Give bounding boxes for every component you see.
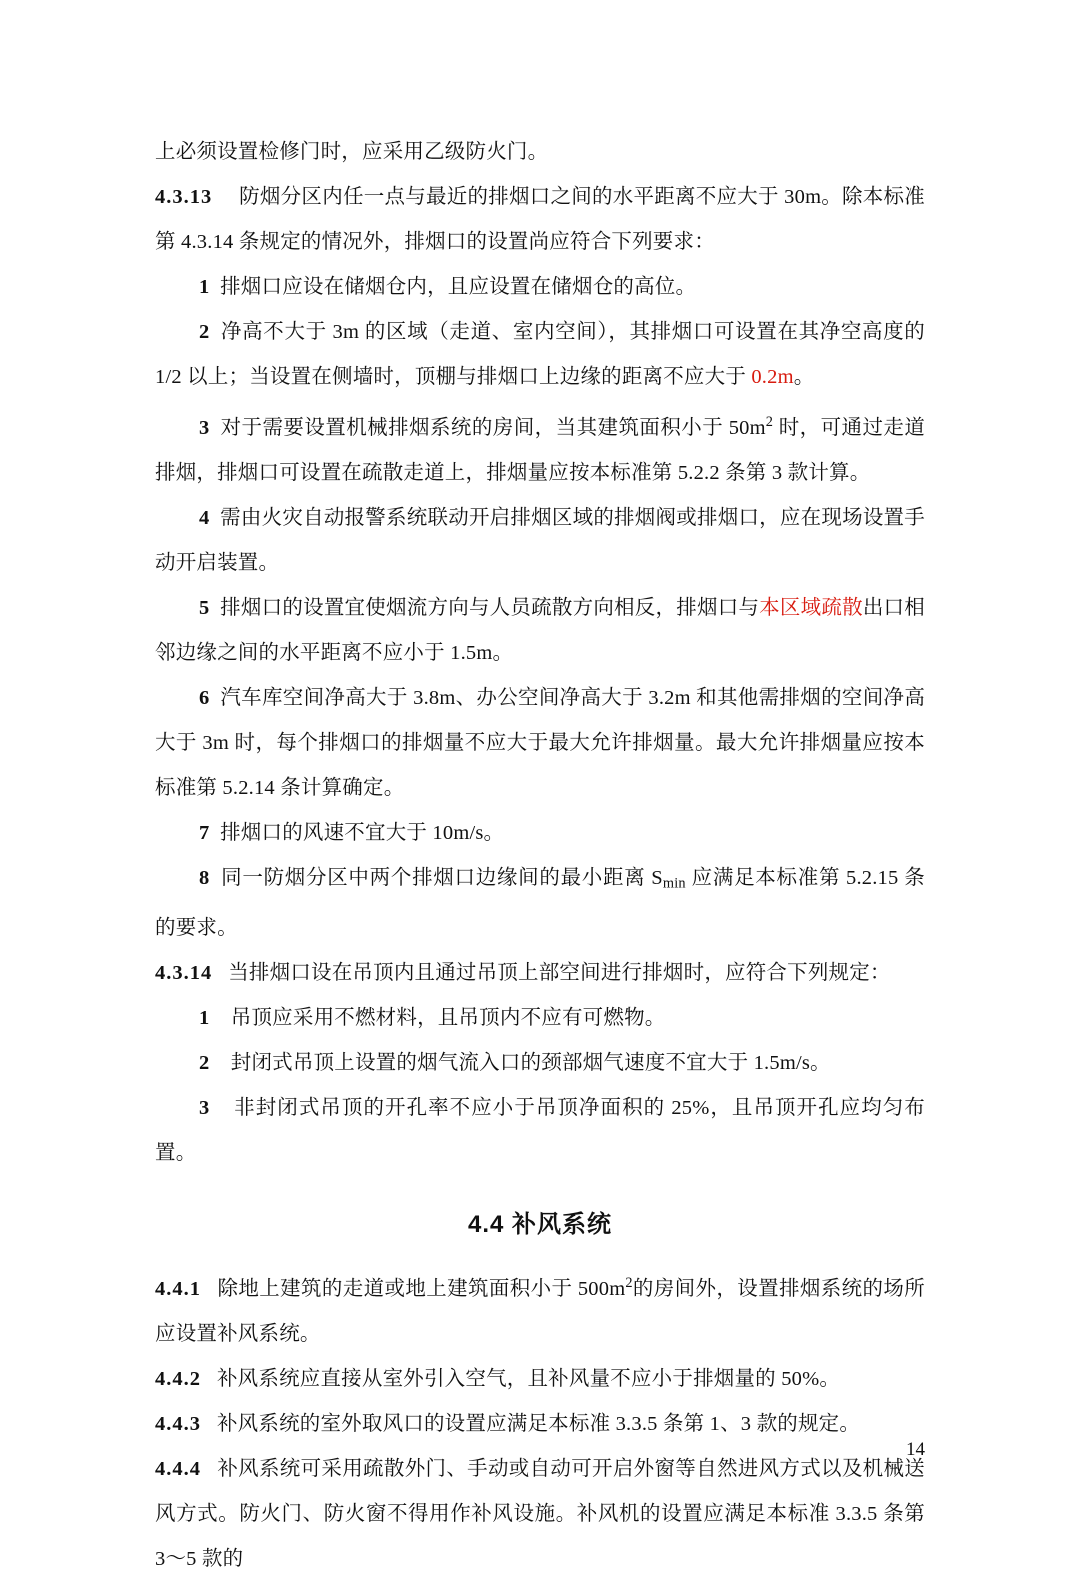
clause-number: 4.3.14: [155, 962, 213, 985]
item-4-3-14-3: [155, 1086, 925, 1176]
item-number: 7: [199, 821, 210, 844]
item-4-3-13-3: [155, 400, 925, 496]
item-text: 封闭式吊顶上设置的烟气流入口的颈部烟气速度不宜大于 1.5m/s。: [230, 1052, 831, 1075]
section-heading: 4.4 补风系统: [467, 1211, 613, 1239]
item-text: 排烟口的风速不宜大于 10m/s。: [220, 821, 505, 844]
item-4-3-13-5: [155, 586, 925, 676]
item-text-after: 出口相邻边缘之间的水平距离不应小于 1.5m。: [155, 596, 925, 664]
clause-number: 4.4.1: [155, 1278, 201, 1301]
clause-text: 当排烟口设在吊顶内且通过吊顶上部空间进行排烟时，应符合下列规定：: [228, 962, 891, 985]
paragraph-continuation: [155, 130, 925, 175]
clause-number: 4.3.13: [155, 186, 213, 208]
item-4-3-13-4: [155, 496, 925, 586]
item-4-3-14-2: [155, 1041, 925, 1086]
clause-4-4-2: [155, 1357, 925, 1402]
clause-4-4-3: [155, 1402, 925, 1447]
item-number: 8: [199, 866, 210, 889]
item-4-3-13-1: [155, 265, 925, 310]
clause-number: 4.4.2: [155, 1368, 201, 1391]
item-text: 需由火灾自动报警系统联动开启排烟区域的排烟阀或排烟口，应在现场设置手动开启装置。: [155, 506, 925, 574]
clause-4-3-14: [155, 951, 925, 996]
highlighted-value: 本区域疏散: [759, 596, 863, 619]
item-number: 2: [199, 321, 210, 343]
paragraph-text: 上必须设置检修门时，应采用乙级防火门。: [155, 141, 549, 163]
item-number: 3: [199, 416, 210, 439]
item-text: 排烟口应设在储烟仓内，且应设置在储烟仓的高位。: [220, 276, 697, 298]
item-text: 非封闭式吊顶的开孔率不应小于吊顶净面积的 25%，且吊顶开孔应均匀布置。: [155, 1097, 926, 1165]
item-number: 3: [199, 1097, 210, 1120]
item-4-3-13-6: [155, 676, 925, 811]
superscript: 2: [765, 414, 774, 430]
clause-number: 4.4.3: [155, 1413, 201, 1436]
item-4-3-13-8: [155, 856, 925, 952]
item-number: 1: [199, 276, 210, 298]
item-number: 6: [199, 686, 210, 709]
item-number: 2: [199, 1052, 210, 1075]
item-text-before: 排烟口的设置宜使烟流方向与人员疏散方向相反，排烟口与: [220, 596, 760, 619]
item-number: 1: [199, 1007, 210, 1030]
item-text-after: 。: [793, 366, 815, 388]
highlighted-value: 0.2m: [751, 366, 794, 388]
item-4-3-14-1: [155, 996, 925, 1041]
item-text-b: 应满足本标准第 5.2.15 条的要求。: [155, 866, 925, 940]
item-number: 5: [199, 596, 210, 619]
item-text: 汽车库空间净高大于 3.8m、办公空间净高大于 3.2m 和其他需排烟的空间净高大于 3m 时，每个排烟口的排烟量不应大于最大允许排烟量。最大允许排烟量应按本标准第 5.2.14 条计算确定。: [155, 686, 926, 799]
clause-text: 补风系统应直接从室外引入空气，且补风量不应小于排烟量的 50%。: [216, 1368, 841, 1391]
subscript: min: [662, 875, 686, 892]
clause-4-4-4: [155, 1447, 925, 1582]
clause-text: 防烟分区内任一点与最近的排烟口之间的水平距离不应大于 30m。除本标准第 4.3.14 条规定的情况外，排烟口的设置尚应符合下列要求：: [155, 186, 925, 253]
item-4-3-13-7: [155, 811, 925, 856]
item-text-b: 时，可通过走道排烟，排烟口可设置在疏散走道上，排烟量应按本标准第 5.2.2 条第 3 款计算。: [155, 416, 926, 484]
item-text: 吊顶应采用不燃材料，且吊顶内不应有可燃物。: [230, 1007, 666, 1030]
page-number: 14: [906, 1439, 925, 1460]
clause-text: 补风系统可采用疏散外门、手动或自动可开启外窗等自然进风方式以及机械送风方式。防火门、防火窗不得用作补风设施。补风机的设置应满足本标准 3.3.5 条第 3～5 款的: [155, 1458, 925, 1571]
clause-text-b: 的房间外，设置排烟系统的场所应设置补风系统。: [155, 1278, 925, 1346]
clause-text: 补风系统的室外取风口的设置应满足本标准 3.3.5 条第 1、3 款的规定。: [216, 1413, 861, 1436]
clause-text-a: 除地上建筑的走道或地上建筑面积小于 500m: [217, 1278, 626, 1301]
item-text-a: 对于需要设置机械排烟系统的房间，当其建筑面积小于 50m: [220, 416, 766, 439]
item-text-a: 同一防烟分区中两个排烟口边缘间的最小距离 S: [221, 866, 663, 889]
clause-4-4-1: [155, 1261, 925, 1357]
clause-number: 4.4.4: [155, 1458, 201, 1481]
clause-4-3-13: [155, 175, 925, 265]
superscript: 2: [625, 1275, 633, 1292]
item-text-before: 净高不大于 3m 的区域（走道、室内空间），其排烟口可设置在其净空高度的 1/2 以上；当设置在侧墙时，顶棚与排烟口上边缘的距离不应大于: [155, 321, 926, 388]
item-number: 4: [199, 506, 210, 529]
item-4-3-13-2: [155, 310, 925, 400]
